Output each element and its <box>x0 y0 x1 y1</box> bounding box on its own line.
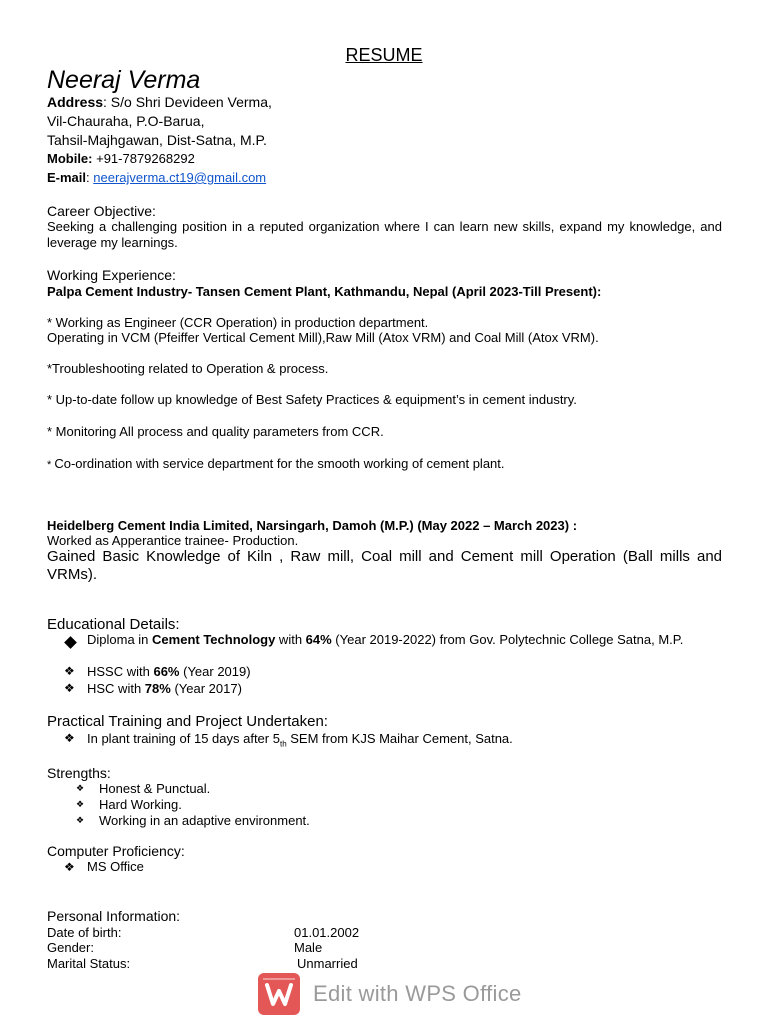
job1-line: * Up-to-date follow up knowledge of Best Safety Practices & equipment’s in cement industry. <box>47 392 577 407</box>
email-line <box>47 170 266 186</box>
job1-line-text: Co-ordination with service department for the smooth working of cement plant. <box>54 456 505 471</box>
job1-line: Operating in VCM (Pfeiffer Vertical Cement Mill),Raw Mill (Atox VRM) and Coal Mill (Atox VRM). <box>47 330 599 345</box>
resume-title: RESUME <box>345 45 423 65</box>
job2-line: Worked as Apperantice trainee- Production. <box>47 533 299 548</box>
job1-line-prefix: * <box>47 459 55 471</box>
address-line-3: Tahsil-Majhgawan, Dist-Satna, M.P. <box>47 132 267 148</box>
bullet-ornament-icon: ❖ <box>64 664 75 678</box>
bullet-ornament-icon: ❖ <box>64 860 75 874</box>
job1-line: * Monitoring All process and quality parameters from CCR. <box>47 424 384 439</box>
career-heading: Career Objective: <box>47 203 156 219</box>
experience-heading: Working Experience: <box>47 267 176 283</box>
training-item: In plant training of 15 days after $5_{th}$ SEM from KJS Maihar Cement, Satna. <box>87 731 513 749</box>
bullet-small-icon: ❖ <box>76 815 85 825</box>
education-item: HSC with 78% (Year 2017) <box>87 681 242 696</box>
address-label: Address <box>47 94 104 110</box>
job1-line <box>47 456 505 473</box>
personal-value: Unmarried <box>297 956 358 971</box>
education-item: Diploma in Cement Technology with 64% (Year 2019-2022) from Gov. Polytechnic College Satna, M.P. <box>87 632 684 647</box>
job1-line: * Working as Engineer (CCR Operation) in production department. <box>47 315 429 330</box>
job1-line: *Troubleshooting related to Operation & process. <box>47 361 329 376</box>
email-link[interactable]: neerajverma.ct19@gmail.com <box>93 170 267 185</box>
personal-label: Gender: <box>47 940 94 955</box>
bullet-ornament-icon: ❖ <box>64 681 75 695</box>
personal-label: Date of birth: <box>47 925 122 940</box>
computer-heading: Computer Proficiency: <box>47 843 185 859</box>
watermark-text[interactable]: Edit with WPS Office <box>313 981 522 1006</box>
strengths-heading: Strengths: <box>47 765 111 781</box>
job2-text: Gained Basic Knowledge of Kiln , Raw mill, Coal mill and Cement mill Operation (Ball mills and VRMs). <box>47 548 722 583</box>
email-label: E-mail <box>47 170 87 185</box>
strength-item: Hard Working. <box>99 797 182 812</box>
personal-label: Marital Status: <box>47 956 131 971</box>
mobile-label: Mobile: <box>47 151 93 166</box>
bullet-diamond-icon <box>66 634 75 652</box>
education-heading-colon: : <box>175 616 180 633</box>
bullet-small-icon: ❖ <box>76 799 85 809</box>
mobile-line <box>47 151 195 167</box>
address-line-2: Vil-Chauraha, P.O-Barua, <box>47 113 205 129</box>
education-item: HSSC with 66% (Year 2019) <box>87 664 251 679</box>
wps-logo-icon <box>258 973 300 1015</box>
personal-value: 01.01.2002 <box>294 925 360 940</box>
computer-item: MS Office <box>87 859 144 874</box>
career-text: Seeking a challenging position in a reputed organization where I can learn new skills, expand my knowledge, and leverage my learnings. <box>47 219 722 250</box>
address-text-1: : S/o Shri Devideen Verma, <box>103 94 272 110</box>
job1-title: Palpa Cement Industry- Tansen Cement Plant, Kathmandu, Nepal (April 2023-Till Present): <box>47 284 602 299</box>
strength-item: Honest & Punctual. <box>99 781 211 796</box>
job2-title: Heidelberg Cement India Limited, Narsingarh, Damoh (M.P.) (May 2022 – March 2023) : <box>47 518 578 533</box>
personal-heading: Personal Information: <box>47 908 181 924</box>
candidate-name: Neeraj Verma <box>47 66 201 94</box>
education-heading-text: Educational Details <box>47 616 176 633</box>
personal-value: Male <box>294 940 323 955</box>
mobile-value: +91-7879268292 <box>92 151 195 166</box>
strength-item: Working in an adaptive environment. <box>99 813 310 828</box>
training-heading: Practical Training and Project Undertaken: <box>47 713 328 730</box>
bullet-ornament-icon: ❖ <box>64 731 75 745</box>
bullet-small-icon: ❖ <box>76 783 85 793</box>
email-separator: : <box>86 170 94 185</box>
address-line-1 <box>47 94 272 111</box>
